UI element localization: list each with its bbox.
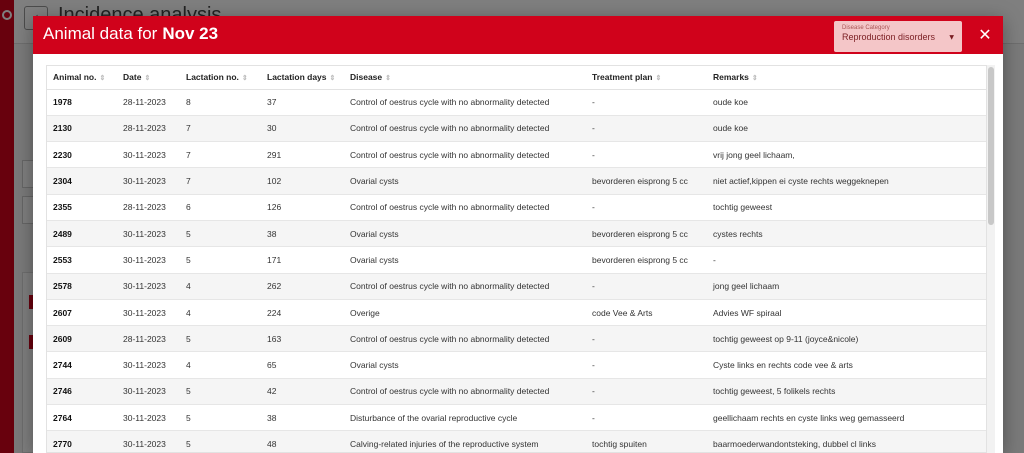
table-cell: 28-11-2023 bbox=[117, 115, 180, 141]
sort-icon[interactable]: ⇕ bbox=[751, 75, 758, 83]
table-body bbox=[47, 89, 987, 453]
sort-icon[interactable]: ⇕ bbox=[99, 75, 106, 83]
table-cell: Control of oestrus cycle with no abnormality detected bbox=[344, 89, 586, 115]
table-cell: 28-11-2023 bbox=[117, 194, 180, 220]
table-cell: - bbox=[586, 115, 707, 141]
table-cell: 30-11-2023 bbox=[117, 168, 180, 194]
table-cell: 7 bbox=[180, 168, 261, 194]
table-cell: 5 bbox=[180, 405, 261, 431]
table-row[interactable] bbox=[47, 405, 987, 431]
table-cell: 5 bbox=[180, 326, 261, 352]
sort-icon[interactable]: ⇕ bbox=[385, 75, 392, 83]
table-cell: cystes rechts bbox=[707, 220, 987, 246]
animal-table-container bbox=[46, 65, 987, 453]
table-cell: 8 bbox=[180, 89, 261, 115]
column-header-label: Lactation no. bbox=[186, 72, 239, 83]
table-cell: Control of oestrus cycle with no abnormality detected bbox=[344, 378, 586, 404]
table-cell: 65 bbox=[261, 352, 344, 378]
table-cell: 2355 bbox=[47, 194, 117, 220]
table-cell: 5 bbox=[180, 247, 261, 273]
table-cell: Control of oestrus cycle with no abnormality detected bbox=[344, 194, 586, 220]
table-cell: - bbox=[586, 352, 707, 378]
table-cell: bevorderen eisprong 5 cc bbox=[586, 220, 707, 246]
table-cell: 2578 bbox=[47, 273, 117, 299]
table-cell: Control of oestrus cycle with no abnormality detected bbox=[344, 273, 586, 299]
table-cell: 163 bbox=[261, 326, 344, 352]
table-cell: tochtig geweest, 5 folikels rechts bbox=[707, 378, 987, 404]
column-header[interactable] bbox=[47, 66, 117, 89]
table-cell: 4 bbox=[180, 273, 261, 299]
table-cell: tochtig geweest op 9-11 (joyce&nicole) bbox=[707, 326, 987, 352]
column-header[interactable] bbox=[117, 66, 180, 89]
column-header-label: Date bbox=[123, 72, 142, 83]
table-cell: - bbox=[586, 273, 707, 299]
table-row[interactable] bbox=[47, 326, 987, 352]
table-cell: 102 bbox=[261, 168, 344, 194]
table-cell: geellichaam rechts en cyste links weg gemasseerd bbox=[707, 405, 987, 431]
table-cell: Ovarial cysts bbox=[344, 168, 586, 194]
table-cell: bevorderen eisprong 5 cc bbox=[586, 168, 707, 194]
table-cell: 42 bbox=[261, 378, 344, 404]
modal-title-prefix: Animal data for bbox=[43, 24, 158, 43]
table-cell: jong geel lichaam bbox=[707, 273, 987, 299]
column-header-label: Disease bbox=[350, 72, 383, 83]
sort-icon[interactable]: ⇕ bbox=[241, 75, 248, 83]
sort-icon[interactable]: ⇕ bbox=[144, 75, 151, 83]
table-cell: 2746 bbox=[47, 378, 117, 404]
table-cell: 224 bbox=[261, 299, 344, 325]
table-row[interactable] bbox=[47, 247, 987, 273]
table-cell: 7 bbox=[180, 142, 261, 168]
table-cell: 5 bbox=[180, 431, 261, 453]
table-cell: Calving-related injuries of the reproductive system bbox=[344, 431, 586, 453]
table-cell: 2489 bbox=[47, 220, 117, 246]
table-cell: 30-11-2023 bbox=[117, 431, 180, 453]
table-cell: 5 bbox=[180, 220, 261, 246]
table-row[interactable] bbox=[47, 220, 987, 246]
table-cell: oude koe bbox=[707, 89, 987, 115]
table-row[interactable] bbox=[47, 352, 987, 378]
table-cell: tochtig spuiten bbox=[586, 431, 707, 453]
table-cell: Overige bbox=[344, 299, 586, 325]
column-header-label: Animal no. bbox=[53, 72, 97, 83]
table-cell: niet actief,kippen ei cyste rechts weggeknepen bbox=[707, 168, 987, 194]
table-cell: Cyste links en rechts code vee & arts bbox=[707, 352, 987, 378]
table-cell: - bbox=[586, 194, 707, 220]
table-cell: Advies WF spiraal bbox=[707, 299, 987, 325]
table-cell: Ovarial cysts bbox=[344, 220, 586, 246]
close-icon[interactable]: ✕ bbox=[978, 25, 992, 44]
table-cell: 2770 bbox=[47, 431, 117, 453]
table-cell: 2553 bbox=[47, 247, 117, 273]
table-cell: 30-11-2023 bbox=[117, 273, 180, 299]
table-cell: 2764 bbox=[47, 405, 117, 431]
table-cell: oude koe bbox=[707, 115, 987, 141]
table-cell: 30-11-2023 bbox=[117, 378, 180, 404]
column-header[interactable] bbox=[707, 66, 987, 89]
table-cell: 2607 bbox=[47, 299, 117, 325]
table-cell: 30-11-2023 bbox=[117, 247, 180, 273]
table-cell: - bbox=[707, 247, 987, 273]
table-cell: 30-11-2023 bbox=[117, 299, 180, 325]
table-cell: Control of oestrus cycle with no abnormality detected bbox=[344, 326, 586, 352]
table-cell: 5 bbox=[180, 378, 261, 404]
table-row[interactable] bbox=[47, 431, 987, 453]
column-header-label: Remarks bbox=[713, 72, 749, 83]
scrollbar-thumb[interactable] bbox=[988, 67, 994, 225]
table-header-row bbox=[47, 66, 987, 89]
table-cell: 7 bbox=[180, 115, 261, 141]
table-cell: 28-11-2023 bbox=[117, 89, 180, 115]
table-cell: - bbox=[586, 405, 707, 431]
table-cell: 48 bbox=[261, 431, 344, 453]
table-cell: Ovarial cysts bbox=[344, 352, 586, 378]
table-row[interactable] bbox=[47, 378, 987, 404]
table-cell: 291 bbox=[261, 142, 344, 168]
column-header[interactable] bbox=[344, 66, 586, 89]
table-cell: 171 bbox=[261, 247, 344, 273]
table-cell: 37 bbox=[261, 89, 344, 115]
modal-title bbox=[43, 24, 218, 44]
table-row[interactable] bbox=[47, 299, 987, 325]
caret-down-icon: ▼ bbox=[949, 34, 954, 41]
table-cell: 30-11-2023 bbox=[117, 220, 180, 246]
table-cell: 4 bbox=[180, 352, 261, 378]
animal-data-modal bbox=[33, 16, 1003, 453]
table-row[interactable] bbox=[47, 142, 987, 168]
sort-icon[interactable]: ⇕ bbox=[655, 75, 662, 83]
modal-title-date: Nov 23 bbox=[162, 24, 219, 43]
column-header-label: Lactation days bbox=[267, 72, 327, 83]
sort-icon[interactable]: ⇕ bbox=[329, 75, 336, 83]
table-cell: - bbox=[586, 89, 707, 115]
table-cell: 38 bbox=[261, 405, 344, 431]
table-cell: 30-11-2023 bbox=[117, 405, 180, 431]
modal-header bbox=[33, 16, 1003, 54]
table-cell: 2744 bbox=[47, 352, 117, 378]
column-header[interactable] bbox=[180, 66, 261, 89]
disease-category-select[interactable] bbox=[834, 21, 962, 52]
disease-category-value: Reproduction disorders bbox=[842, 32, 936, 42]
table-cell: 2230 bbox=[47, 142, 117, 168]
table-cell: Disturbance of the ovarial reproductive cycle bbox=[344, 405, 586, 431]
table-cell: tochtig geweest bbox=[707, 194, 987, 220]
table-cell: 2609 bbox=[47, 326, 117, 352]
table-cell: code Vee & Arts bbox=[586, 299, 707, 325]
disease-category-label: Disease Category bbox=[842, 25, 890, 31]
table-cell: - bbox=[586, 326, 707, 352]
table-row[interactable] bbox=[47, 273, 987, 299]
table-cell: Control of oestrus cycle with no abnormality detected bbox=[344, 142, 586, 168]
table-cell: 30-11-2023 bbox=[117, 352, 180, 378]
table-cell: 38 bbox=[261, 220, 344, 246]
table-cell: 2130 bbox=[47, 115, 117, 141]
table-cell: - bbox=[586, 142, 707, 168]
column-header[interactable] bbox=[261, 66, 344, 89]
table-cell: 28-11-2023 bbox=[117, 326, 180, 352]
column-header[interactable] bbox=[586, 66, 707, 89]
table-cell: 6 bbox=[180, 194, 261, 220]
table-scrollbar[interactable] bbox=[987, 65, 995, 453]
table-cell: baarmoederwandontsteking, dubbel cl links bbox=[707, 431, 987, 453]
table-cell: bevorderen eisprong 5 cc bbox=[586, 247, 707, 273]
table-cell: 4 bbox=[180, 299, 261, 325]
table-row[interactable] bbox=[47, 115, 987, 141]
table-cell: 30 bbox=[261, 115, 344, 141]
table-cell: 262 bbox=[261, 273, 344, 299]
table-cell: 2304 bbox=[47, 168, 117, 194]
table-cell: 30-11-2023 bbox=[117, 142, 180, 168]
table-cell: Control of oestrus cycle with no abnormality detected bbox=[344, 115, 586, 141]
table-row[interactable] bbox=[47, 89, 987, 115]
table-cell: - bbox=[586, 378, 707, 404]
table-cell: 1978 bbox=[47, 89, 117, 115]
table-row[interactable] bbox=[47, 168, 987, 194]
table-row[interactable] bbox=[47, 194, 987, 220]
table-cell: vrij jong geel lichaam, bbox=[707, 142, 987, 168]
column-header-label: Treatment plan bbox=[592, 72, 653, 83]
animal-table bbox=[47, 66, 987, 453]
table-cell: 126 bbox=[261, 194, 344, 220]
table-cell: Ovarial cysts bbox=[344, 247, 586, 273]
